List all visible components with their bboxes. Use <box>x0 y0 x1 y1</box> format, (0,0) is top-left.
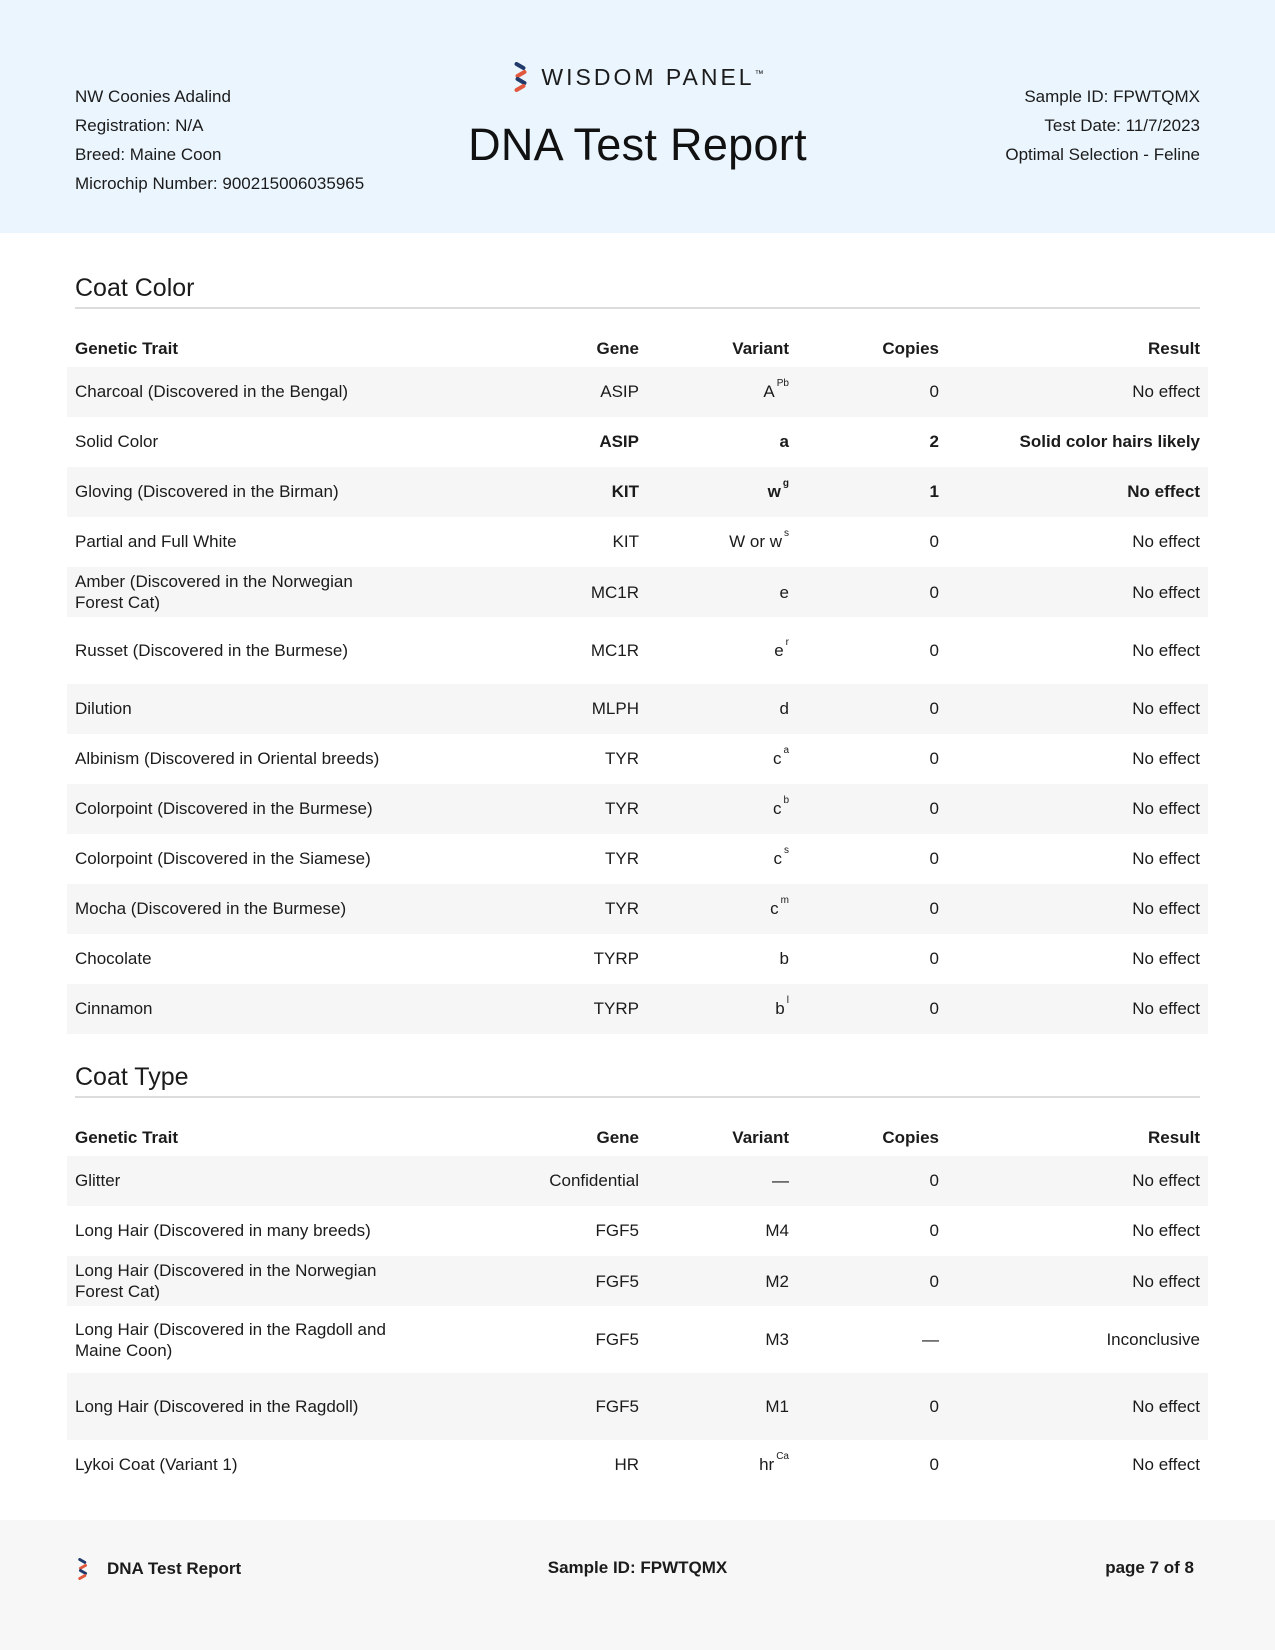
variant-symbol: — <box>772 1171 789 1190</box>
copies-cell: — <box>922 1330 939 1349</box>
variant-symbol: c <box>772 749 782 768</box>
trait-cell: Dilution <box>67 684 407 734</box>
footer-title: DNA Test Report <box>107 1559 242 1578</box>
col-variant: Variant <box>732 1128 789 1147</box>
result-cell: No effect <box>947 1373 1208 1440</box>
result-cell: No effect <box>947 1156 1208 1206</box>
variant-cell <box>647 684 797 734</box>
page-number: page 7 of 8 <box>1105 1558 1194 1577</box>
variant-symbol: M4 <box>765 1221 789 1240</box>
trait-cell: Mocha (Discovered in the Burmese) <box>67 884 407 934</box>
col-result: Result <box>1148 1128 1200 1147</box>
gene-cell: TYR <box>407 784 647 834</box>
gene-cell: KIT <box>407 467 647 517</box>
variant-cell <box>647 884 797 934</box>
copies-cell: 1 <box>797 467 947 517</box>
variant-symbol: M2 <box>765 1271 789 1291</box>
gene-cell: Confidential <box>407 1156 647 1206</box>
trait-cell: Solid Color <box>75 432 159 451</box>
table-row <box>67 1256 1208 1306</box>
variant-cell <box>647 1256 797 1306</box>
sample-id: Sample ID: FPWTQMX <box>1024 87 1200 106</box>
trait-cell: Charcoal (Discovered in the Bengal) <box>67 367 407 417</box>
variant-cell <box>647 834 797 884</box>
gene-cell: TYRP <box>407 984 647 1034</box>
result-cell: No effect <box>947 784 1208 834</box>
variant-symbol: M1 <box>765 1396 789 1416</box>
coat-type-table <box>67 1120 1208 1490</box>
variant-superscript: s <box>784 845 789 857</box>
result-cell: No effect <box>947 367 1208 417</box>
coat-type-rows <box>67 1156 1208 1490</box>
variant-symbol: w <box>767 482 781 501</box>
trait-cell: Chocolate <box>75 949 152 968</box>
gene-cell: TYR <box>605 849 639 868</box>
col-trait: Genetic Trait <box>75 1128 178 1147</box>
report-title: DNA Test Report <box>468 119 807 170</box>
variant-symbol: e <box>779 582 789 602</box>
col-variant: Variant <box>732 339 789 358</box>
copies-cell: 0 <box>929 1455 939 1474</box>
registration: Registration: N/A <box>75 116 204 135</box>
copies-cell: 0 <box>929 532 939 551</box>
pet-name: NW Coonies Adalind <box>75 87 231 106</box>
trait-cell: Long Hair (Discovered in many breeds) <box>75 1221 371 1240</box>
variant-superscript: s <box>784 528 789 540</box>
table-row <box>67 467 1208 517</box>
col-trait: Genetic Trait <box>75 339 178 358</box>
copies-cell: 0 <box>929 949 939 968</box>
gene-cell: MC1R <box>590 640 639 660</box>
table-header <box>67 331 1208 367</box>
table-row <box>67 684 1208 734</box>
trait-cell: Amber (Discovered in the Norwegian Forest Cat) <box>67 567 407 617</box>
variant-superscript: Pb <box>776 378 789 390</box>
trait-cell: Colorpoint (Discovered in the Siamese) <box>75 849 371 868</box>
gene-cell: ASIP <box>599 432 639 451</box>
gene-cell: ASIP <box>407 367 647 417</box>
gene-cell: FGF5 <box>407 1256 647 1306</box>
trait-cell: Colorpoint (Discovered in the Burmese) <box>67 784 407 834</box>
copies-cell: 0 <box>929 849 939 868</box>
result-cell: Solid color hairs likely <box>1019 432 1200 451</box>
copies-cell: 2 <box>929 432 939 451</box>
variant-symbol: c <box>773 849 782 868</box>
table-row <box>67 1206 1208 1256</box>
helix-logo-icon <box>511 62 531 92</box>
report-footer <box>0 1520 1275 1650</box>
trait-cell: Albinism (Discovered in Oriental breeds) <box>75 749 380 768</box>
copies-cell: 0 <box>929 640 939 660</box>
result-cell: No effect <box>947 684 1208 734</box>
variant-symbol: W or w <box>729 532 782 551</box>
col-gene: Gene <box>596 1128 639 1147</box>
wisdom-panel-logo <box>511 62 763 92</box>
gene-cell: MLPH <box>407 684 647 734</box>
gene-cell: HR <box>614 1455 639 1474</box>
variant-symbol: A <box>763 382 775 401</box>
copies-cell: 0 <box>929 1221 939 1240</box>
variant-superscript: l <box>786 995 789 1007</box>
table-row <box>67 934 1208 984</box>
table-row <box>67 517 1208 567</box>
gene-cell: MC1R <box>407 567 647 617</box>
variant-superscript: r <box>785 636 789 648</box>
variant-superscript: a <box>783 745 789 757</box>
result-cell: No effect <box>947 884 1208 934</box>
col-copies: Copies <box>882 1128 939 1147</box>
gene-cell: TYR <box>407 884 647 934</box>
trait-cell: Cinnamon <box>67 984 407 1034</box>
section-title: Coat Type <box>75 1061 1200 1098</box>
trait-cell: Partial and Full White <box>75 532 237 551</box>
trait-cell: Lykoi Coat (Variant 1) <box>75 1455 238 1474</box>
report-header <box>0 0 1275 233</box>
col-result: Result <box>1148 339 1200 358</box>
variant-symbol: c <box>770 899 779 918</box>
variant-cell <box>647 567 797 617</box>
table-row <box>67 567 1208 617</box>
col-copies: Copies <box>882 339 939 358</box>
col-gene: Gene <box>596 339 639 358</box>
result-cell: No effect <box>1132 849 1200 868</box>
copies-cell: 0 <box>797 684 947 734</box>
copies-cell: 0 <box>797 784 947 834</box>
copies-cell: 0 <box>797 984 947 1034</box>
table-row <box>67 617 1208 684</box>
variant-cell <box>647 1373 797 1440</box>
variant-symbol: hr <box>759 1455 775 1474</box>
copies-cell: 0 <box>929 749 939 768</box>
variant-cell <box>647 1440 797 1490</box>
result-cell: No effect <box>947 467 1208 517</box>
variant-cell <box>647 617 797 684</box>
variant-superscript: Ca <box>776 1451 789 1463</box>
footer-sample-id: Sample ID: FPWTQMX <box>547 1558 728 1577</box>
trait-cell: Glitter <box>67 1156 407 1206</box>
result-cell: No effect <box>1132 1455 1200 1474</box>
variant-cell <box>647 1206 797 1256</box>
result-cell: No effect <box>947 1256 1208 1306</box>
gene-cell: TYR <box>605 749 639 768</box>
test-date: Test Date: 11/7/2023 <box>1044 116 1200 135</box>
copies-cell: 0 <box>797 1373 947 1440</box>
variant-symbol: a <box>779 432 789 451</box>
variant-cell <box>647 417 797 467</box>
result-cell: No effect <box>947 984 1208 1034</box>
table-row <box>67 1440 1208 1490</box>
copies-cell: 0 <box>797 367 947 417</box>
coat-color-rows <box>67 367 1208 1034</box>
variant-superscript: g <box>782 478 789 490</box>
table-row <box>67 1306 1208 1373</box>
coat-color-table <box>67 331 1208 1034</box>
gene-cell: FGF5 <box>407 1373 647 1440</box>
trait-cell: Russet (Discovered in the Burmese) <box>75 640 349 660</box>
table-row <box>67 834 1208 884</box>
coat-color-section <box>67 272 1208 1034</box>
gene-cell: TYRP <box>593 949 639 968</box>
variant-symbol: b <box>779 949 789 968</box>
trait-cell: Gloving (Discovered in the Birman) <box>67 467 407 517</box>
gene-cell: FGF5 <box>595 1221 639 1240</box>
result-cell: No effect <box>1132 749 1200 768</box>
result-cell: No effect <box>1132 1221 1200 1240</box>
result-cell: No effect <box>1132 640 1200 660</box>
variant-symbol: e <box>774 640 784 660</box>
variant-symbol: c <box>772 799 782 818</box>
variant-cell <box>647 367 797 417</box>
copies-cell: 0 <box>797 567 947 617</box>
table-row <box>67 784 1208 834</box>
copies-cell: 0 <box>797 1256 947 1306</box>
brand-tm: ™ <box>754 67 764 78</box>
table-row <box>67 884 1208 934</box>
variant-symbol: d <box>779 699 789 718</box>
variant-cell <box>647 1306 797 1373</box>
variant-cell <box>647 734 797 784</box>
copies-cell: 0 <box>797 884 947 934</box>
variant-cell <box>647 784 797 834</box>
variant-superscript: m <box>780 895 789 907</box>
table-row <box>67 367 1208 417</box>
brand-name: WISDOM PANEL <box>541 63 755 90</box>
result-cell: No effect <box>1132 532 1200 551</box>
table-row <box>67 417 1208 467</box>
result-cell: No effect <box>1132 949 1200 968</box>
trait-cell: Long Hair (Discovered in the Ragdoll and Maine Coon) <box>75 1319 386 1360</box>
result-cell: No effect <box>947 567 1208 617</box>
breed: Breed: Maine Coon <box>75 145 222 164</box>
variant-cell <box>647 984 797 1034</box>
table-row <box>67 1373 1208 1440</box>
gene-cell: KIT <box>612 532 639 551</box>
section-title: Coat Color <box>75 272 1200 309</box>
microchip-number: Microchip Number: 900215006035965 <box>75 174 365 193</box>
variant-symbol: M3 <box>765 1330 789 1349</box>
table-header <box>67 1120 1208 1156</box>
gene-cell: FGF5 <box>595 1330 639 1349</box>
trait-cell: Long Hair (Discovered in the Ragdoll) <box>67 1373 407 1440</box>
copies-cell: 0 <box>797 1156 947 1206</box>
variant-cell <box>647 517 797 567</box>
variant-symbol: b <box>775 999 785 1018</box>
variant-cell <box>647 467 797 517</box>
variant-cell <box>647 934 797 984</box>
product-name: Optimal Selection - Feline <box>1005 145 1200 164</box>
sample-info <box>1005 82 1200 169</box>
trait-cell: Long Hair (Discovered in the Norwegian Forest Cat) <box>67 1256 407 1306</box>
table-row <box>67 1156 1208 1206</box>
variant-cell <box>647 1156 797 1206</box>
table-row <box>67 984 1208 1034</box>
table-row <box>67 734 1208 784</box>
result-cell: Inconclusive <box>1106 1330 1200 1349</box>
variant-superscript: b <box>783 795 789 807</box>
coat-type-section <box>67 1061 1208 1490</box>
